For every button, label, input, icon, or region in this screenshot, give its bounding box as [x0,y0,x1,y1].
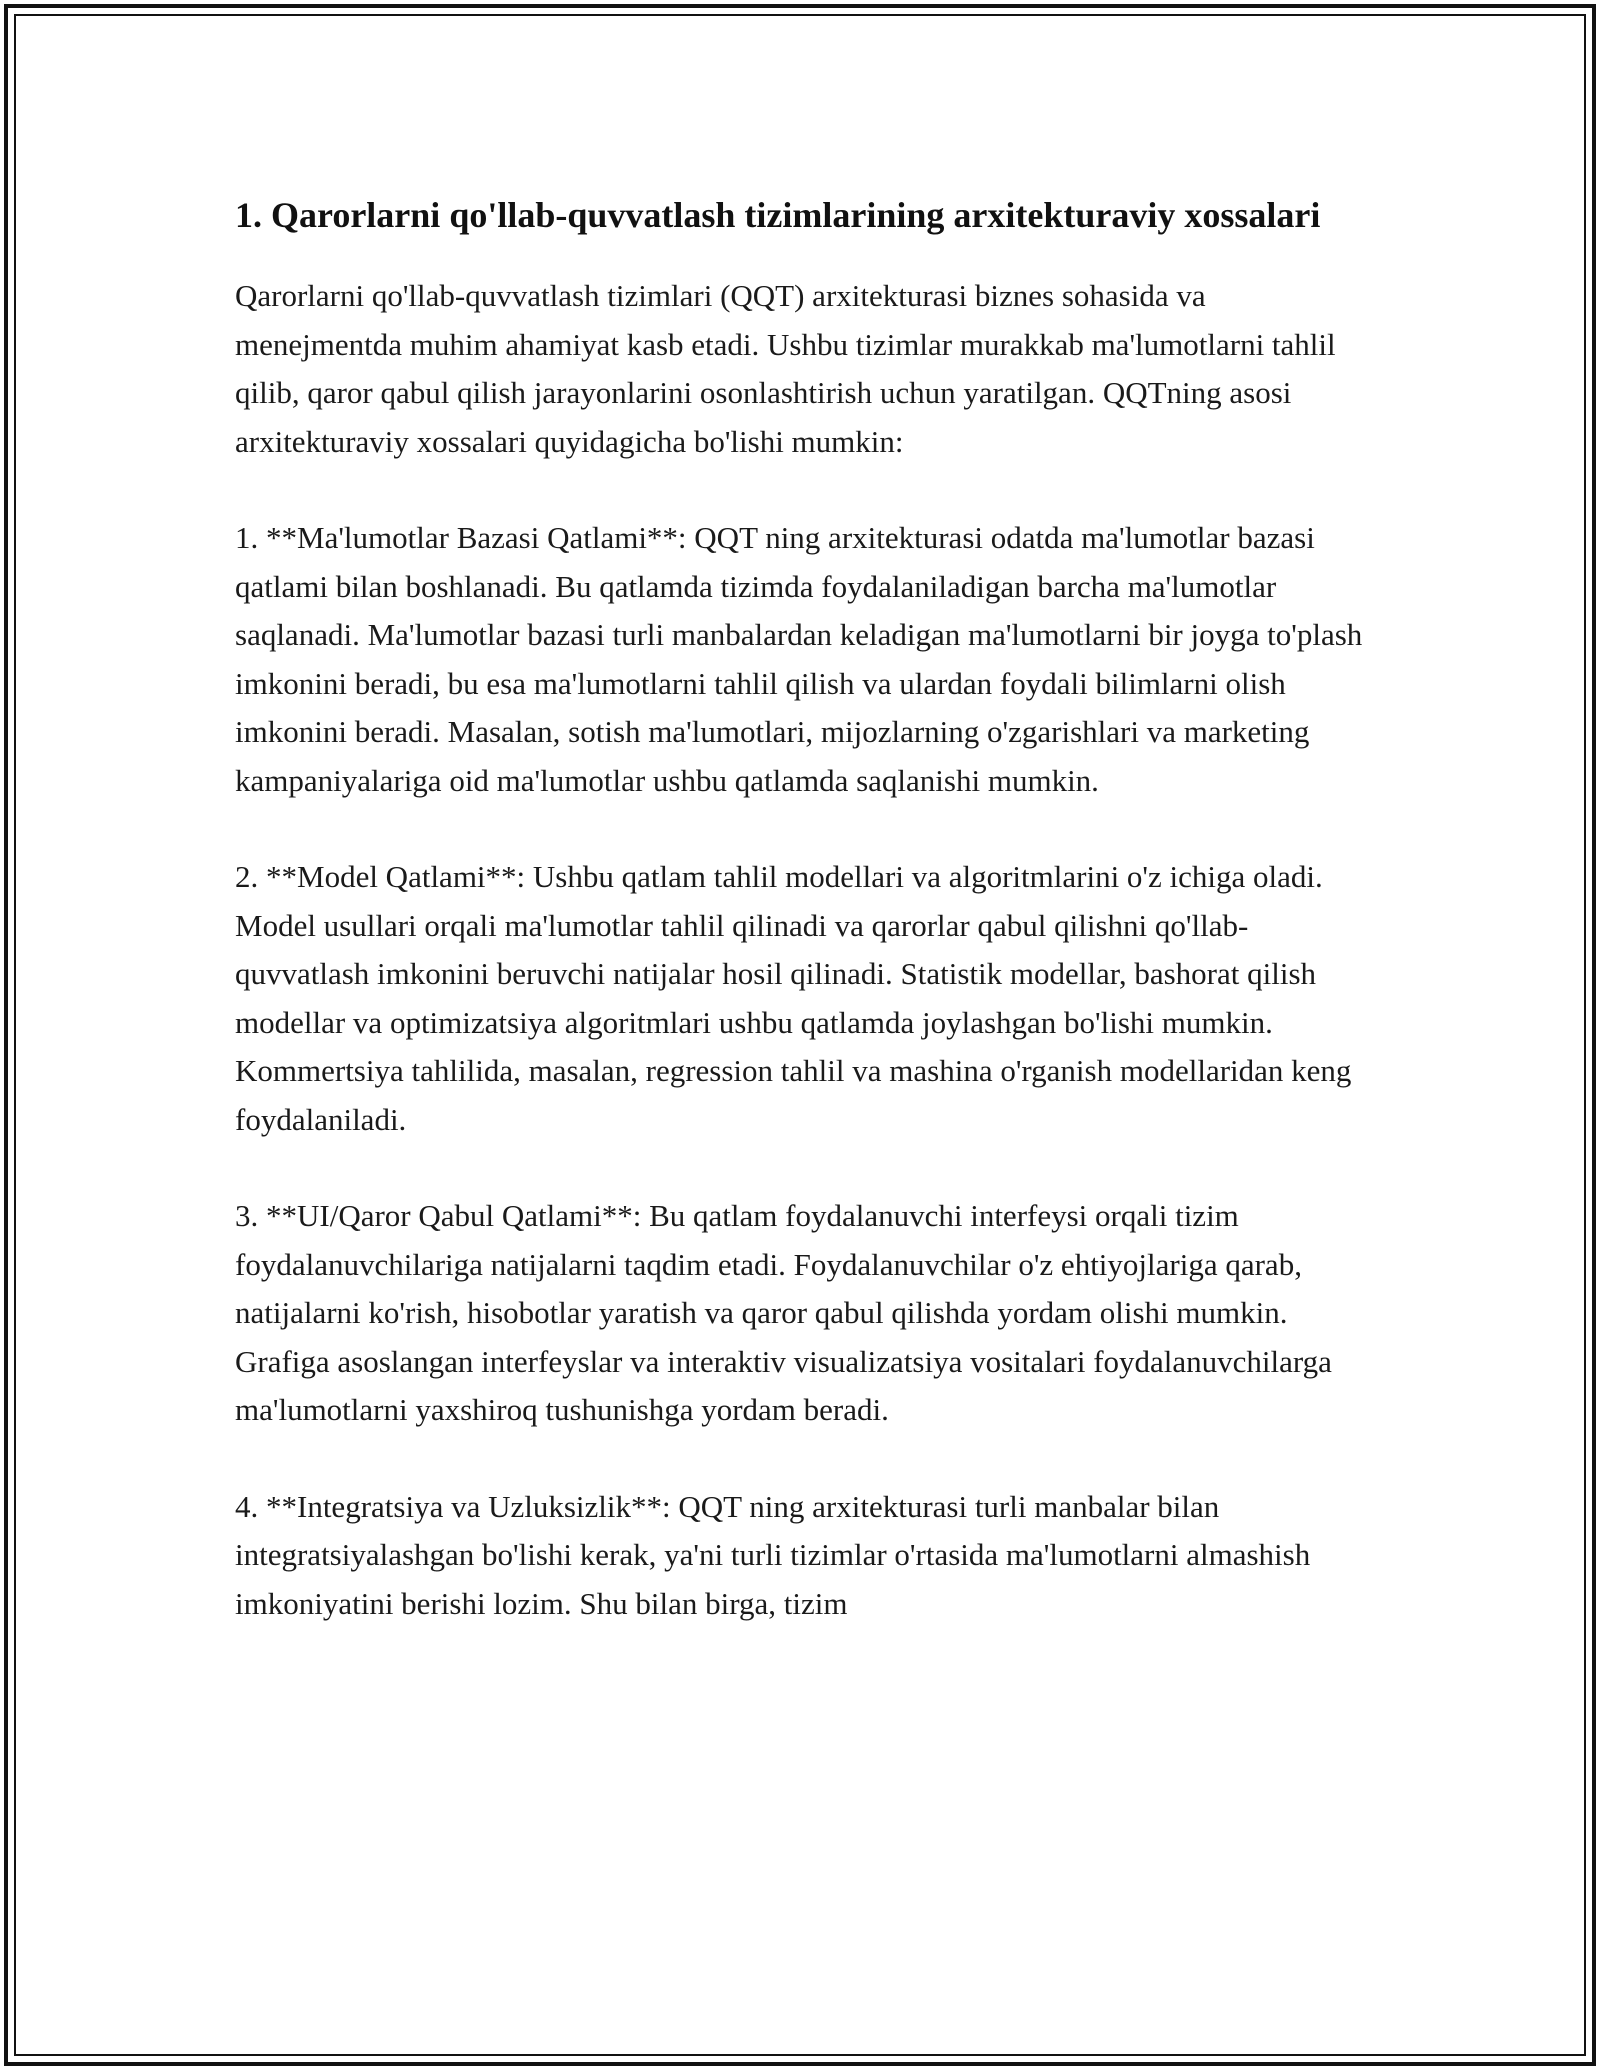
document-body [235,188,1380,1676]
item-model-layer: 2. **Model Qatlami**: Ushbu qatlam tahlil modellari va algoritmlarini o'z ichiga oladi. Model usullari orqali ma'lumotlar tahlil qilinadi va qarorlar qabul qilishni qo'llab-quvvatlash imkonini beruvchi natijalar hosil qilinadi. Statistik modellar, bashorat qilish modellar va optimizatsiya algoritmlari ushbu qatlamda joylashgan bo'lishi mumkin. Kommertsiya tahlilida, masalan, regression tahlil va mashina o'rganish modellaridan keng foydalaniladi. [235,859,1352,1137]
item-integration: 4. **Integratsiya va Uzluksizlik**: QQT ning arxitekturasi turli manbalar bilan integratsiyalashgan bo'lishi kerak, ya'ni turli tizimlar o'rtasida ma'lumotlarni almashish imkoniyatini berishi lozim. Shu bilan birga, tizim [235,1488,1311,1621]
section-heading: 1. Qarorlarni qo'llab-quvvatlash tizimlarining arxitekturaviy xossalari [235,195,1321,235]
item-ui-layer: 3. **UI/Qaror Qabul Qatlami**: Bu qatlam foydalanuvchi interfeysi orqali tizim foydalanuvchilariga natijalarni taqdim etadi. Foydalanuvchilar o'z ehtiyojlariga qarab, natijalarni ko'rish, hisobotlar yaratish va qaror qabul qilishda yordam olishi mumkin. Grafiga asoslangan interfeyslar va interaktiv visualizatsiya vositalari foydalanuvchilarga ma'lumotlarni yaxshiroq tushunishga yordam beradi. [235,1198,1332,1427]
item-database-layer: 1. **Ma'lumotlar Bazasi Qatlami**: QQT ning arxitekturasi odatda ma'lumotlar bazasi qatlami bilan boshlanadi. Bu qatlamda tizimda foydalaniladigan barcha ma'lumotlar saqlanadi. Ma'lumotlar bazasi turli manbalardan keladigan ma'lumotlarni bir joyga to'plash imkonini beradi, bu esa ma'lumotlarni tahlil qilish va ulardan foydali bilimlarni olish imkonini beradi. Masalan, sotish ma'lumotlari, mijozlarning o'zgarishlari va marketing kampaniyalariga oid ma'lumotlar ushbu qatlamda saqlanishi mumkin. [235,520,1363,798]
intro-paragraph: Qarorlarni qo'llab-quvvatlash tizimlari (QQT) arxitekturasi biznes sohasida va menejmentda muhim ahamiyat kasb etadi. Ushbu tizimlar murakkab ma'lumotlarni tahlil qilib, qaror qabul qilish jarayonlarini osonlashtirish uchun yaratilgan. QQTning asosi arxitekturaviy xossalari quyidagicha bo'lishi mumkin: [235,278,1336,459]
